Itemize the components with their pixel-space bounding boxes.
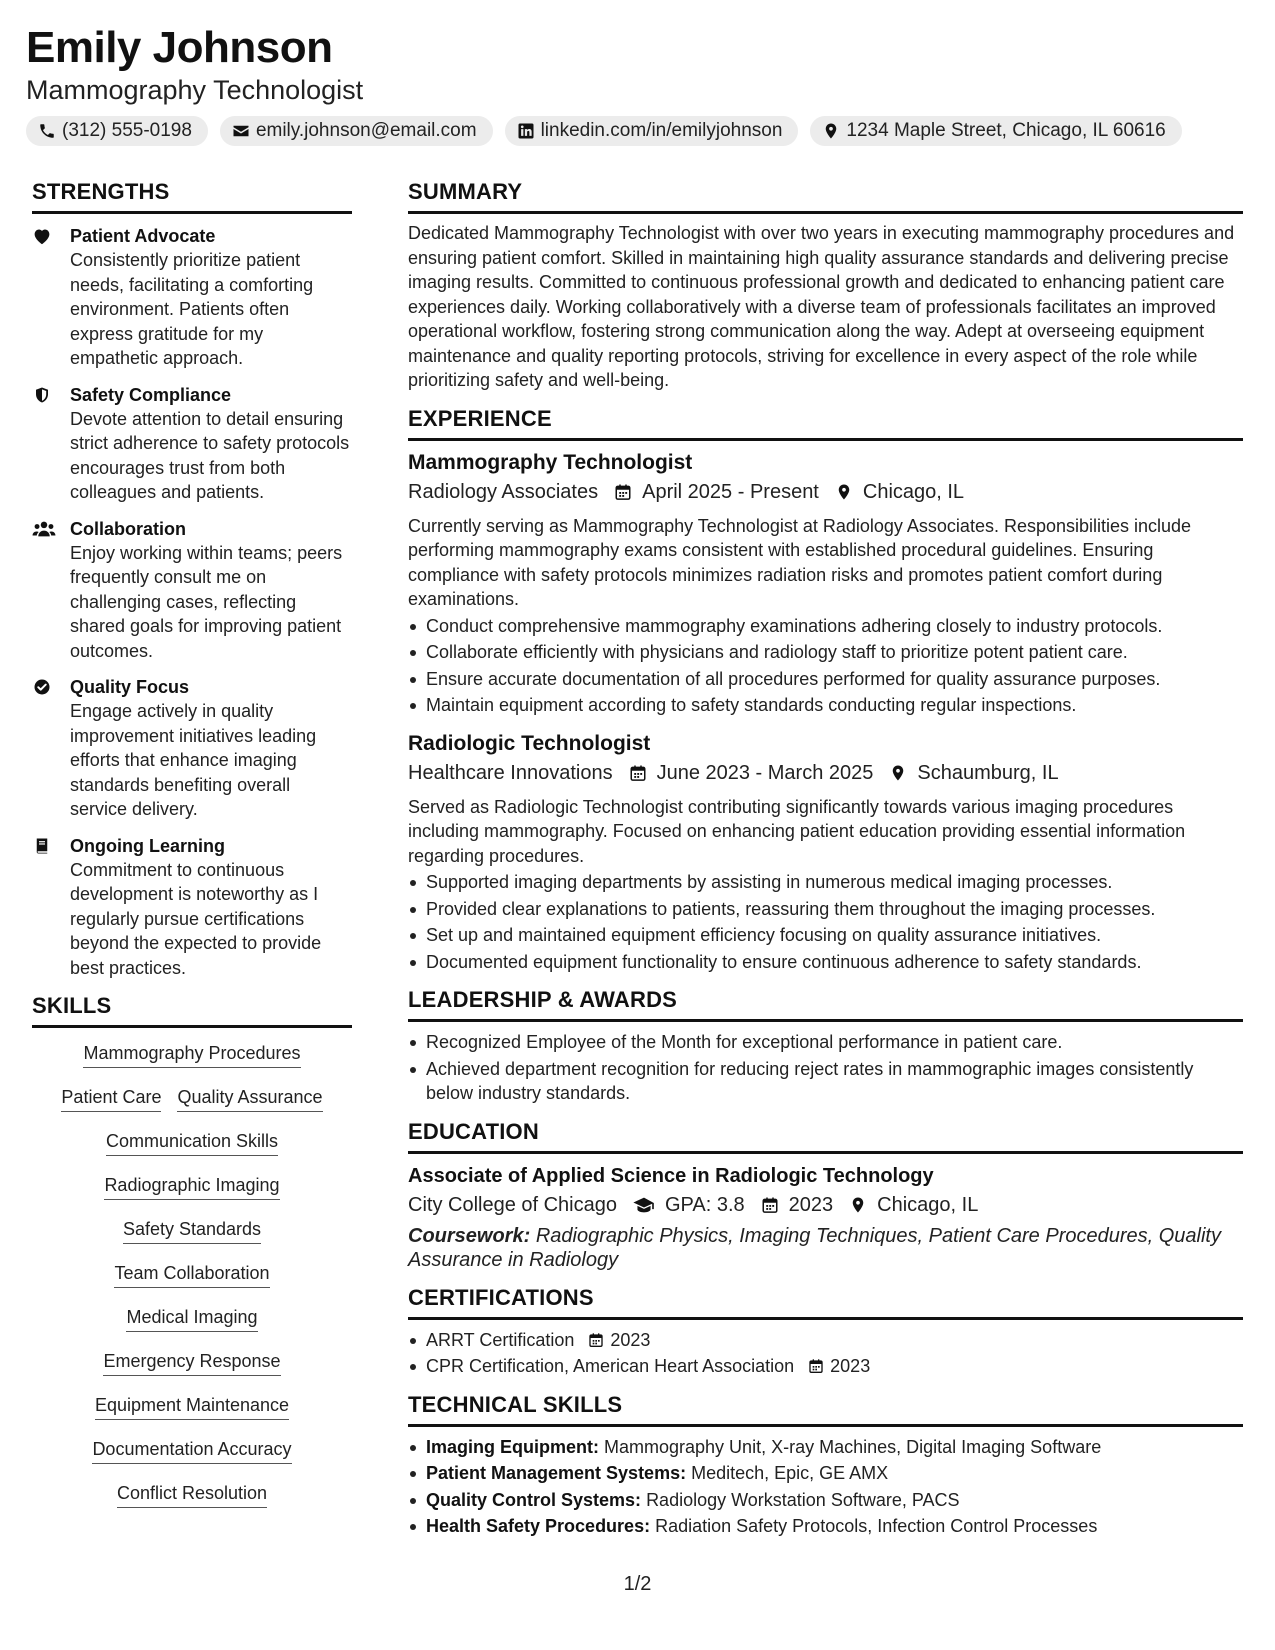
list-item: Documented equipment functionality to ensure continuous adherence to safety standards. xyxy=(408,950,1243,975)
skill-tag: Documentation Accuracy xyxy=(92,1438,291,1464)
map-pin-icon xyxy=(835,483,853,501)
leadership-section xyxy=(408,986,1243,1106)
strength-desc: Commitment to continuous development is noteworthy as I regularly pursue certifications beyond the expected to provide best practices. xyxy=(70,859,322,978)
experience-heading: EXPERIENCE xyxy=(408,405,1243,441)
tech-label: Patient Management Systems: xyxy=(426,1463,687,1483)
list-item: Collaborate efficiently with physicians and radiology staff to prioritize potent patient care. xyxy=(408,640,1243,665)
graduation-cap-icon xyxy=(633,1196,655,1214)
leadership-bullets xyxy=(408,1030,1243,1106)
job-description: Served as Radiologic Technologist contributing significantly towards various imaging procedures including mammography. Focused on enhancing patient education providing essential information regarding procedures. xyxy=(408,796,1186,866)
contact-linkedin-text: linkedin.com/in/emilyjohnson xyxy=(540,120,783,141)
skill-tag: Mammography Procedures xyxy=(83,1042,300,1068)
certifications-section xyxy=(408,1284,1243,1379)
job-description: Currently serving as Mammography Technologist at Radiology Associates. Responsibilities include performing mammography exams consistent with established procedural guidelines. Ensuring compliance with safety protocols minimizes radiation risks and promotes patient comfort during examinations. xyxy=(408,515,1192,609)
education-section xyxy=(408,1118,1243,1272)
job-company: Healthcare Innovations xyxy=(408,761,613,784)
job-location: Chicago, IL xyxy=(862,480,965,503)
tech-value: Radiation Safety Protocols, Infection Control Processes xyxy=(655,1516,1098,1536)
certifications-heading: CERTIFICATIONS xyxy=(408,1284,1243,1320)
list-item xyxy=(408,1354,1243,1379)
map-pin-icon xyxy=(822,122,840,140)
tech-label: Health Safety Procedures: xyxy=(426,1516,651,1536)
left-column xyxy=(32,178,352,1508)
list-item: Achieved department recognition for reducing reject rates in mammographic images consistently below industry standards. xyxy=(408,1057,1243,1106)
skill-tag: Patient Care xyxy=(61,1086,161,1112)
calendar-icon xyxy=(614,483,632,501)
calendar-icon xyxy=(588,1332,604,1348)
certifications-list xyxy=(408,1328,1243,1379)
check-circle-icon xyxy=(32,678,52,696)
calendar-icon xyxy=(761,1196,779,1214)
contact-phone-text: (312) 555-0198 xyxy=(62,120,192,141)
list-item: Conduct comprehensive mammography examinations adhering closely to industry protocols. xyxy=(408,614,1243,639)
job-entry xyxy=(408,730,1243,975)
users-icon xyxy=(32,520,56,538)
candidate-name: Emily Johnson xyxy=(26,23,333,72)
cert-name: CPR Certification, American Heart Association xyxy=(426,1356,795,1376)
list-item: Maintain equipment according to safety standards conducting regular inspections. xyxy=(408,693,1243,718)
job-meta xyxy=(408,477,1243,507)
coursework xyxy=(408,1224,1243,1272)
summary-heading: SUMMARY xyxy=(408,178,1243,214)
job-title: Radiologic Technologist xyxy=(408,731,651,755)
summary-section xyxy=(408,178,1243,393)
job-dates: April 2025 - Present xyxy=(642,480,819,503)
skill-tag: Quality Assurance xyxy=(177,1086,322,1112)
coursework-label: Coursework: xyxy=(408,1224,531,1247)
contact-email-text: emily.johnson@email.com xyxy=(255,120,477,141)
strength-item xyxy=(32,834,352,981)
resume-header xyxy=(26,22,1246,146)
strength-item xyxy=(32,517,352,664)
technical-skills-list xyxy=(408,1435,1243,1539)
strength-title: Quality Focus xyxy=(70,677,190,697)
experience-section xyxy=(408,405,1243,975)
book-icon xyxy=(32,837,52,855)
candidate-title: Mammography Technologist xyxy=(26,75,364,105)
skill-tag: Radiographic Imaging xyxy=(104,1174,279,1200)
job-company: Radiology Associates xyxy=(408,480,599,503)
cert-year: 2023 xyxy=(610,1329,651,1350)
strength-item xyxy=(32,383,352,505)
contact-phone[interactable] xyxy=(26,116,208,146)
list-item xyxy=(408,1514,1243,1539)
strength-title: Ongoing Learning xyxy=(70,835,225,856)
education-meta xyxy=(408,1190,1243,1220)
strength-desc: Devote attention to detail ensuring strict adherence to safety protocols encourages trust from both colleagues and patients. xyxy=(70,408,350,502)
job-meta xyxy=(408,758,1243,788)
list-item: Ensure accurate documentation of all procedures performed for quality assurance purposes. xyxy=(408,667,1243,692)
education-gpa: GPA: 3.8 xyxy=(665,1193,745,1216)
list-item: Provided clear explanations to patients, reassuring them throughout the imaging processes. xyxy=(408,897,1243,922)
skills-list xyxy=(32,1042,352,1508)
shield-icon xyxy=(32,386,52,404)
tech-label: Quality Control Systems: xyxy=(426,1489,642,1510)
tech-value: Meditech, Epic, GE AMX xyxy=(691,1463,889,1483)
strength-title: Collaboration xyxy=(70,518,186,539)
strength-item xyxy=(32,675,352,822)
technical-skills-section xyxy=(408,1391,1243,1539)
leadership-heading: LEADERSHIP & AWARDS xyxy=(408,986,1243,1022)
strengths-heading: STRENGTHS xyxy=(32,178,352,214)
strength-desc: Enjoy working within teams; peers frequently consult me on challenging cases, reflecting shared goals for improving patient outcomes. xyxy=(70,542,343,661)
calendar-icon xyxy=(629,764,647,782)
tech-value: Radiology Workstation Software, PACS xyxy=(646,1489,960,1510)
strength-title: Patient Advocate xyxy=(70,226,216,246)
job-bullets xyxy=(408,870,1243,974)
list-item xyxy=(408,1328,1243,1353)
skill-tag: Safety Standards xyxy=(123,1218,261,1244)
right-column xyxy=(408,178,1243,1551)
linkedin-icon xyxy=(517,122,535,140)
education-year: 2023 xyxy=(788,1193,834,1216)
education-heading: EDUCATION xyxy=(408,1118,1243,1154)
skill-tag: Equipment Maintenance xyxy=(95,1394,289,1420)
strengths-list xyxy=(32,224,352,980)
envelope-icon xyxy=(232,122,250,140)
coursework-list: Radiographic Physics, Imaging Techniques, Patient Care Procedures, Quality Assurance in Radiology xyxy=(408,1224,1221,1271)
page-number: 1/2 xyxy=(623,1573,652,1595)
skills-section xyxy=(32,992,352,1508)
degree-title: Associate of Applied Science in Radiologic Technology xyxy=(408,1164,934,1187)
education-location: Chicago, IL xyxy=(877,1193,979,1216)
list-item xyxy=(408,1488,1243,1513)
strength-title: Safety Compliance xyxy=(70,384,232,405)
list-item xyxy=(408,1435,1243,1460)
map-pin-icon xyxy=(889,764,907,782)
strength-desc: Engage actively in quality improvement initiatives leading efforts that enhance imaging standards benefiting overall service delivery. xyxy=(70,701,317,819)
strength-desc: Consistently prioritize patient needs, facilitating a comforting environment. Patients often express gratitude for my empathetic approach. xyxy=(70,250,314,368)
skill-tag: Team Collaboration xyxy=(114,1262,269,1288)
contact-email[interactable] xyxy=(220,116,493,146)
contact-bar xyxy=(26,116,1246,146)
list-item: Recognized Employee of the Month for exceptional performance in patient care. xyxy=(408,1030,1243,1055)
cert-name: ARRT Certification xyxy=(426,1329,575,1350)
contact-linkedin[interactable] xyxy=(505,116,799,146)
phone-icon xyxy=(38,122,56,140)
contact-address-text: 1234 Maple Street, Chicago, IL 60616 xyxy=(846,120,1166,141)
map-pin-icon xyxy=(849,1196,867,1214)
school-name: City College of Chicago xyxy=(408,1193,617,1216)
contact-address[interactable] xyxy=(810,116,1181,146)
calendar-icon xyxy=(808,1358,824,1374)
technical-skills-heading: TECHNICAL SKILLS xyxy=(408,1391,1243,1427)
skill-tag: Medical Imaging xyxy=(126,1306,257,1332)
skill-tag: Emergency Response xyxy=(103,1350,280,1376)
cert-year: 2023 xyxy=(830,1356,871,1376)
job-title: Mammography Technologist xyxy=(408,450,693,474)
list-item: Set up and maintained equipment efficiency focusing on quality assurance initiatives. xyxy=(408,923,1243,948)
skill-tag: Conflict Resolution xyxy=(117,1482,267,1508)
job-dates: June 2023 - March 2025 xyxy=(656,761,874,784)
strength-item xyxy=(32,224,352,371)
heart-icon xyxy=(32,227,52,245)
skills-heading: SKILLS xyxy=(32,992,352,1028)
tech-label: Imaging Equipment: xyxy=(426,1436,599,1457)
job-location: Schaumburg, IL xyxy=(917,761,1059,784)
job-bullets xyxy=(408,614,1243,718)
list-item: Supported imaging departments by assisting in numerous medical imaging processes. xyxy=(408,870,1243,895)
tech-value: Mammography Unit, X-ray Machines, Digital Imaging Software xyxy=(604,1436,1102,1457)
skill-tag: Communication Skills xyxy=(106,1130,278,1156)
job-entry xyxy=(408,449,1243,718)
summary-text: Dedicated Mammography Technologist with over two years in executing mammography procedures and ensuring patient comfort. Skilled in maintaining high quality assurance standards and delivering precise imaging results. Committed to continuous professional growth and dedicated to enhancing patient care experiences daily. Working collaboratively with a diverse team of professionals facilitates an improved operational workflow, fostering strong communication along the way. Adept at overseeing equipment maintenance and quality reporting protocols, striving for excellence in every aspect of the role while prioritizing safety and well-being. xyxy=(408,223,1235,390)
list-item xyxy=(408,1461,1243,1486)
